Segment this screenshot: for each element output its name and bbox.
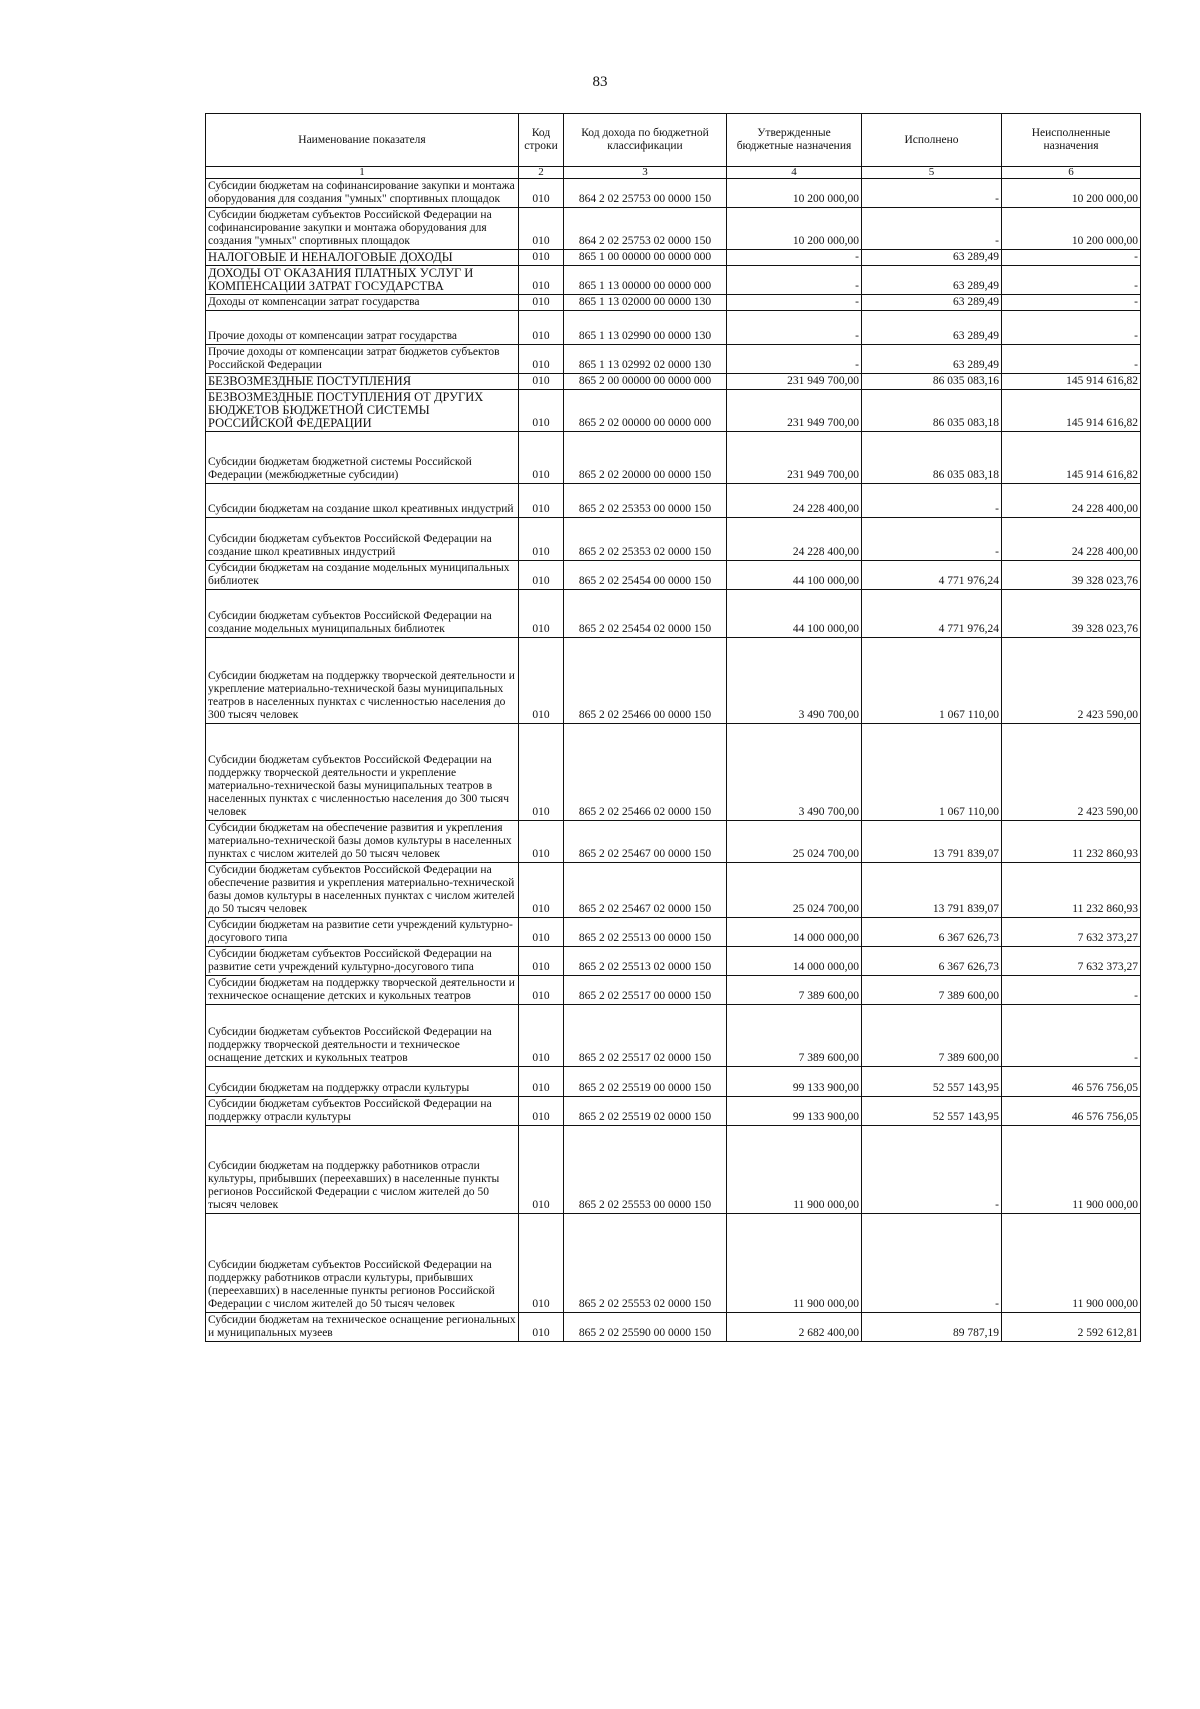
table-row	[206, 208, 1141, 250]
row-name: Субсидии бюджетам субъектов Российской Федерации на поддержку отрасли культуры	[206, 1097, 519, 1126]
row-name: Субсидии бюджетам субъектов Российской Федерации на создание модельных муниципальных библиотек	[206, 590, 519, 638]
row-line-code: 010	[519, 250, 564, 266]
column-number: 6	[1002, 167, 1141, 179]
column-number: 5	[862, 167, 1002, 179]
table-row	[206, 918, 1141, 947]
row-executed: 7 389 600,00	[862, 1005, 1002, 1067]
row-executed: 52 557 143,95	[862, 1067, 1002, 1097]
row-name: БЕЗВОЗМЕЗДНЫЕ ПОСТУПЛЕНИЯ ОТ ДРУГИХ БЮДЖЕТОВ БЮДЖЕТНОЙ СИСТЕМЫ РОССИЙСКОЙ ФЕДЕРАЦИИ	[206, 390, 519, 432]
row-remaining: -	[1002, 1005, 1141, 1067]
table-row	[206, 266, 1141, 295]
table-row	[206, 484, 1141, 518]
row-name: Субсидии бюджетам бюджетной системы Российской Федерации (межбюджетные субсидии)	[206, 432, 519, 484]
row-approved: 14 000 000,00	[727, 947, 862, 976]
row-line-code: 010	[519, 1214, 564, 1313]
row-name: Субсидии бюджетам на создание модельных муниципальных библиотек	[206, 561, 519, 590]
row-executed: 63 289,49	[862, 266, 1002, 295]
column-number-row	[206, 167, 1141, 179]
row-revenue-code: 865 2 02 00000 00 0000 000	[564, 390, 727, 432]
row-approved: 25 024 700,00	[727, 821, 862, 863]
row-approved: 10 200 000,00	[727, 179, 862, 208]
row-name: Субсидии бюджетам на софинансирование закупки и монтажа оборудования для создания "умных" спортивных площадок	[206, 179, 519, 208]
table-row	[206, 295, 1141, 311]
row-revenue-code: 865 2 02 25553 02 0000 150	[564, 1214, 727, 1313]
row-line-code: 010	[519, 638, 564, 724]
row-approved: 99 133 900,00	[727, 1067, 862, 1097]
row-approved: 14 000 000,00	[727, 918, 862, 947]
row-approved: -	[727, 266, 862, 295]
row-line-code: 010	[519, 590, 564, 638]
row-remaining: 2 592 612,81	[1002, 1313, 1141, 1342]
row-executed: -	[862, 179, 1002, 208]
row-name: Субсидии бюджетам на техническое оснащение региональных и муниципальных музеев	[206, 1313, 519, 1342]
row-approved: 24 228 400,00	[727, 518, 862, 561]
row-approved: -	[727, 295, 862, 311]
row-remaining: 46 576 756,05	[1002, 1067, 1141, 1097]
row-name: Субсидии бюджетам субъектов Российской Федерации на поддержку творческой деятельности и техническое оснащение детских и кукольных театров	[206, 1005, 519, 1067]
row-name: Субсидии бюджетам на поддержку творческой деятельности и техническое оснащение детских и кукольных театров	[206, 976, 519, 1005]
row-name: Субсидии бюджетам субъектов Российской Федерации на создание школ креативных индустрий	[206, 518, 519, 561]
row-executed: 4 771 976,24	[862, 561, 1002, 590]
table-row	[206, 179, 1141, 208]
revenue-table	[205, 113, 1141, 1342]
header-executed: Исполнено	[862, 114, 1002, 167]
row-remaining: 11 900 000,00	[1002, 1126, 1141, 1214]
row-revenue-code: 865 1 13 00000 00 0000 000	[564, 266, 727, 295]
row-approved: -	[727, 311, 862, 345]
column-number: 1	[206, 167, 519, 179]
row-approved: 25 024 700,00	[727, 863, 862, 918]
row-line-code: 010	[519, 724, 564, 821]
row-line-code: 010	[519, 1097, 564, 1126]
row-name: Прочие доходы от компенсации затрат государства	[206, 311, 519, 345]
row-revenue-code: 865 2 02 25467 00 0000 150	[564, 821, 727, 863]
row-line-code: 010	[519, 374, 564, 390]
row-revenue-code: 865 2 02 25553 00 0000 150	[564, 1126, 727, 1214]
row-line-code: 010	[519, 1313, 564, 1342]
row-remaining: -	[1002, 266, 1141, 295]
row-name: ДОХОДЫ ОТ ОКАЗАНИЯ ПЛАТНЫХ УСЛУГ И КОМПЕНСАЦИИ ЗАТРАТ ГОСУДАРСТВА	[206, 266, 519, 295]
row-revenue-code: 865 2 02 25517 02 0000 150	[564, 1005, 727, 1067]
table-row	[206, 374, 1141, 390]
column-number: 2	[519, 167, 564, 179]
row-executed: 63 289,49	[862, 250, 1002, 266]
row-name: Субсидии бюджетам на обеспечение развития и укрепления материально-технической базы домов культуры в населенных пунктах с числом жителей до 50 тысяч человек	[206, 821, 519, 863]
table-row	[206, 432, 1141, 484]
row-approved: 44 100 000,00	[727, 590, 862, 638]
table-row	[206, 1313, 1141, 1342]
table-row	[206, 345, 1141, 374]
row-remaining: 145 914 616,82	[1002, 390, 1141, 432]
row-line-code: 010	[519, 518, 564, 561]
row-executed: 4 771 976,24	[862, 590, 1002, 638]
row-approved: 10 200 000,00	[727, 208, 862, 250]
row-name: Субсидии бюджетам на поддержку творческой деятельности и укрепление материально-технической базы муниципальных театров в населенных пунктах с численностью населения до 300 тысяч человек	[206, 638, 519, 724]
row-line-code: 010	[519, 561, 564, 590]
row-revenue-code: 865 2 02 25454 02 0000 150	[564, 590, 727, 638]
row-approved: 231 949 700,00	[727, 374, 862, 390]
row-remaining: 2 423 590,00	[1002, 724, 1141, 821]
row-remaining: -	[1002, 345, 1141, 374]
row-name: Субсидии бюджетам субъектов Российской Федерации на развитие сети учреждений культурно-досугового типа	[206, 947, 519, 976]
row-name: Субсидии бюджетам субъектов Российской Федерации на поддержку работников отрасли культуры, прибывших (переехавших) в населенные пункты регионов Российской Федерации с числом жителей до 50 тысяч человек	[206, 1214, 519, 1313]
row-remaining: 24 228 400,00	[1002, 484, 1141, 518]
row-approved: -	[727, 345, 862, 374]
row-revenue-code: 865 2 02 25519 02 0000 150	[564, 1097, 727, 1126]
table-row	[206, 947, 1141, 976]
row-line-code: 010	[519, 947, 564, 976]
row-remaining: -	[1002, 976, 1141, 1005]
row-name: Субсидии бюджетам на поддержку отрасли культуры	[206, 1067, 519, 1097]
row-revenue-code: 864 2 02 25753 00 0000 150	[564, 179, 727, 208]
row-approved: 231 949 700,00	[727, 432, 862, 484]
row-remaining: 7 632 373,27	[1002, 918, 1141, 947]
table-row	[206, 590, 1141, 638]
row-revenue-code: 865 2 02 25466 00 0000 150	[564, 638, 727, 724]
row-remaining: 145 914 616,82	[1002, 432, 1141, 484]
row-line-code: 010	[519, 863, 564, 918]
table-row	[206, 250, 1141, 266]
row-revenue-code: 865 2 00 00000 00 0000 000	[564, 374, 727, 390]
table-body	[206, 179, 1141, 1342]
row-remaining: 46 576 756,05	[1002, 1097, 1141, 1126]
row-executed: 63 289,49	[862, 311, 1002, 345]
row-revenue-code: 865 2 02 25454 00 0000 150	[564, 561, 727, 590]
table-row	[206, 311, 1141, 345]
row-line-code: 010	[519, 295, 564, 311]
row-remaining: 7 632 373,27	[1002, 947, 1141, 976]
budget-execution-sheet	[205, 113, 1140, 1342]
row-executed: -	[862, 1126, 1002, 1214]
table-row	[206, 1126, 1141, 1214]
row-line-code: 010	[519, 484, 564, 518]
row-executed: -	[862, 484, 1002, 518]
row-executed: -	[862, 518, 1002, 561]
row-revenue-code: 865 2 02 25466 02 0000 150	[564, 724, 727, 821]
row-approved: 24 228 400,00	[727, 484, 862, 518]
row-line-code: 010	[519, 345, 564, 374]
row-line-code: 010	[519, 179, 564, 208]
row-revenue-code: 865 2 02 25353 02 0000 150	[564, 518, 727, 561]
row-revenue-code: 865 1 13 02000 00 0000 130	[564, 295, 727, 311]
row-line-code: 010	[519, 266, 564, 295]
row-revenue-code: 865 1 13 02990 00 0000 130	[564, 311, 727, 345]
row-line-code: 010	[519, 976, 564, 1005]
row-name: Субсидии бюджетам субъектов Российской Федерации на обеспечение развития и укрепления материально-технической базы домов культуры в населенных пунктах с числом жителей до 50 тысяч человек	[206, 863, 519, 918]
row-executed: 13 791 839,07	[862, 821, 1002, 863]
table-row	[206, 561, 1141, 590]
table-header	[206, 114, 1141, 179]
row-revenue-code: 865 2 02 25513 02 0000 150	[564, 947, 727, 976]
header-approved: Утвержденные бюджетные назначения	[727, 114, 862, 167]
row-line-code: 010	[519, 1005, 564, 1067]
row-name: Субсидии бюджетам субъектов Российской Федерации на поддержку творческой деятельности и укрепление материально-технической базы муниципальных театров в населенных пунктах с численностью населения до 300 тысяч человек	[206, 724, 519, 821]
row-line-code: 010	[519, 311, 564, 345]
row-remaining: 11 900 000,00	[1002, 1214, 1141, 1313]
row-remaining: -	[1002, 311, 1141, 345]
row-approved: 2 682 400,00	[727, 1313, 862, 1342]
row-remaining: 10 200 000,00	[1002, 208, 1141, 250]
header-indicator-name: Наименование показателя	[206, 114, 519, 167]
table-row	[206, 1067, 1141, 1097]
row-name: НАЛОГОВЫЕ И НЕНАЛОГОВЫЕ ДОХОДЫ	[206, 250, 519, 266]
row-executed: 52 557 143,95	[862, 1097, 1002, 1126]
row-executed: 86 035 083,18	[862, 390, 1002, 432]
page-number: 83	[592, 74, 608, 90]
row-executed: 6 367 626,73	[862, 947, 1002, 976]
table-row	[206, 821, 1141, 863]
header-remaining: Неисполненные назначения	[1002, 114, 1141, 167]
row-approved: 3 490 700,00	[727, 724, 862, 821]
row-approved: 11 900 000,00	[727, 1214, 862, 1313]
row-name: Доходы от компенсации затрат государства	[206, 295, 519, 311]
table-row	[206, 1005, 1141, 1067]
row-remaining: 2 423 590,00	[1002, 638, 1141, 724]
row-name: Прочие доходы от компенсации затрат бюджетов субъектов Российской Федерации	[206, 345, 519, 374]
row-line-code: 010	[519, 821, 564, 863]
row-remaining: -	[1002, 250, 1141, 266]
header-line-code: Код строки	[519, 114, 564, 167]
row-revenue-code: 865 2 02 25590 00 0000 150	[564, 1313, 727, 1342]
row-executed: 63 289,49	[862, 345, 1002, 374]
column-number: 3	[564, 167, 727, 179]
row-approved: -	[727, 250, 862, 266]
row-name: Субсидии бюджетам субъектов Российской Федерации на софинансирование закупки и монтажа оборудования для создания "умных" спортивных площадок	[206, 208, 519, 250]
row-revenue-code: 865 2 02 25517 00 0000 150	[564, 976, 727, 1005]
row-executed: 86 035 083,18	[862, 432, 1002, 484]
row-executed: 86 035 083,16	[862, 374, 1002, 390]
table-row	[206, 638, 1141, 724]
row-executed: 1 067 110,00	[862, 638, 1002, 724]
row-line-code: 010	[519, 1126, 564, 1214]
row-remaining: 11 232 860,93	[1002, 821, 1141, 863]
row-approved: 44 100 000,00	[727, 561, 862, 590]
row-line-code: 010	[519, 918, 564, 947]
row-remaining: 145 914 616,82	[1002, 374, 1141, 390]
row-revenue-code: 865 2 02 25467 02 0000 150	[564, 863, 727, 918]
table-row	[206, 976, 1141, 1005]
row-revenue-code: 865 1 00 00000 00 0000 000	[564, 250, 727, 266]
row-revenue-code: 865 2 02 20000 00 0000 150	[564, 432, 727, 484]
row-remaining: 10 200 000,00	[1002, 179, 1141, 208]
row-executed: 13 791 839,07	[862, 863, 1002, 918]
table-row	[206, 863, 1141, 918]
row-remaining: -	[1002, 295, 1141, 311]
row-executed: -	[862, 208, 1002, 250]
row-name: БЕЗВОЗМЕЗДНЫЕ ПОСТУПЛЕНИЯ	[206, 374, 519, 390]
row-name: Субсидии бюджетам на поддержку работников отрасли культуры, прибывших (переехавших) в населенные пункты регионов Российской Федерации с числом жителей до 50 тысяч человек	[206, 1126, 519, 1214]
table-row	[206, 1097, 1141, 1126]
table-row	[206, 1214, 1141, 1313]
row-executed: -	[862, 1214, 1002, 1313]
header-revenue-code: Код дохода по бюджетной классификации	[564, 114, 727, 167]
row-revenue-code: 865 1 13 02992 02 0000 130	[564, 345, 727, 374]
row-line-code: 010	[519, 432, 564, 484]
row-line-code: 010	[519, 208, 564, 250]
row-executed: 89 787,19	[862, 1313, 1002, 1342]
row-remaining: 39 328 023,76	[1002, 561, 1141, 590]
table-row	[206, 390, 1141, 432]
row-approved: 7 389 600,00	[727, 976, 862, 1005]
table-row	[206, 518, 1141, 561]
row-line-code: 010	[519, 390, 564, 432]
row-approved: 99 133 900,00	[727, 1097, 862, 1126]
row-line-code: 010	[519, 1067, 564, 1097]
row-remaining: 24 228 400,00	[1002, 518, 1141, 561]
row-name: Субсидии бюджетам на развитие сети учреждений культурно-досугового типа	[206, 918, 519, 947]
row-executed: 63 289,49	[862, 295, 1002, 311]
column-number: 4	[727, 167, 862, 179]
row-revenue-code: 865 2 02 25513 00 0000 150	[564, 918, 727, 947]
row-approved: 11 900 000,00	[727, 1126, 862, 1214]
row-revenue-code: 865 2 02 25353 00 0000 150	[564, 484, 727, 518]
row-approved: 3 490 700,00	[727, 638, 862, 724]
table-row	[206, 724, 1141, 821]
row-approved: 7 389 600,00	[727, 1005, 862, 1067]
row-revenue-code: 865 2 02 25519 00 0000 150	[564, 1067, 727, 1097]
row-name: Субсидии бюджетам на создание школ креативных индустрий	[206, 484, 519, 518]
row-executed: 1 067 110,00	[862, 724, 1002, 821]
row-revenue-code: 864 2 02 25753 02 0000 150	[564, 208, 727, 250]
row-executed: 7 389 600,00	[862, 976, 1002, 1005]
row-remaining: 39 328 023,76	[1002, 590, 1141, 638]
row-remaining: 11 232 860,93	[1002, 863, 1141, 918]
row-approved: 231 949 700,00	[727, 390, 862, 432]
header-row	[206, 114, 1141, 167]
row-executed: 6 367 626,73	[862, 918, 1002, 947]
